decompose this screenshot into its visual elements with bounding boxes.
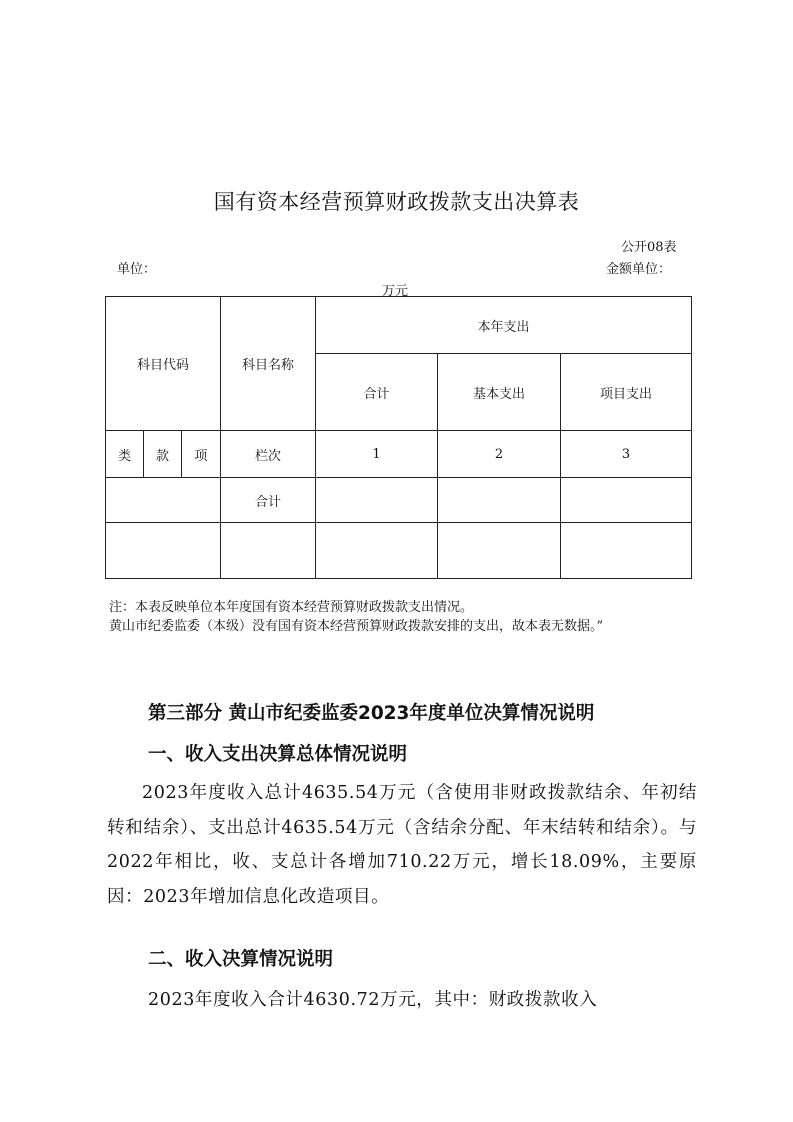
table-cell (106, 478, 221, 523)
col-number-1: 1 (316, 431, 438, 478)
table-cell (106, 523, 221, 579)
sub-kuan: 款 (144, 431, 182, 478)
paragraph-text: 2023年度收入总计4635.54万元（含使用非财政拨款结余、年初结转和结余）、支出总计4635.54万元（含结余分配、年末结转和结余）。与2022年相比，收、支总计各增加710.22万元，增长18.09%，主要原因：2023年增加信息化改造项目。 (107, 783, 697, 907)
table-cell (221, 523, 316, 579)
header-basic: 基本支出 (438, 354, 561, 431)
table-cell (561, 523, 692, 579)
header-name: 科目名称 (221, 297, 316, 431)
table-cell (438, 523, 561, 579)
heading-income-expenditure: 一、收入支出决算总体情况说明 (148, 744, 408, 765)
note-line-1: 注：本表反映单位本年度国有资本经营预算财政拨款支出情况。 (109, 600, 474, 615)
table-cell (438, 478, 561, 523)
section-title: 第三部分 黄山市纪委监委2023年度单位决算情况说明 (148, 703, 595, 724)
budget-table (105, 296, 692, 579)
row-total-label: 合计 (221, 478, 316, 523)
unit-label: 单位： (117, 262, 157, 277)
sub-xiang: 项 (182, 431, 221, 478)
paragraph-income: 2023年度收入合计4630.72万元，其中：财政拨款收入 (148, 990, 598, 1010)
amount-unit-value: 万元 (382, 284, 409, 299)
note-line-2: 黄山市纪委监委（本级）没有国有资本经营预算财政拨款安排的支出，故本表无数据。” (109, 619, 604, 634)
amount-unit-label: 金额单位： (606, 262, 672, 277)
heading-income: 二、收入决算情况说明 (148, 949, 334, 970)
sub-lei: 类 (106, 431, 144, 478)
table-cell (561, 478, 692, 523)
sub-lanci: 栏次 (221, 431, 316, 478)
header-project: 项目支出 (561, 354, 692, 431)
table-title: 国有资本经营预算财政拨款支出决算表 (213, 190, 580, 214)
table-code: 公开08表 (621, 240, 677, 255)
col-number-2: 2 (438, 431, 561, 478)
table-row (106, 478, 692, 523)
header-total: 合计 (316, 354, 438, 431)
table-cell (316, 478, 438, 523)
header-code: 科目代码 (106, 297, 221, 431)
table-cell (316, 523, 438, 579)
header-current-year: 本年支出 (316, 297, 692, 354)
table-row (106, 523, 692, 579)
col-number-3: 3 (561, 431, 692, 478)
paragraph-overview (107, 776, 697, 914)
